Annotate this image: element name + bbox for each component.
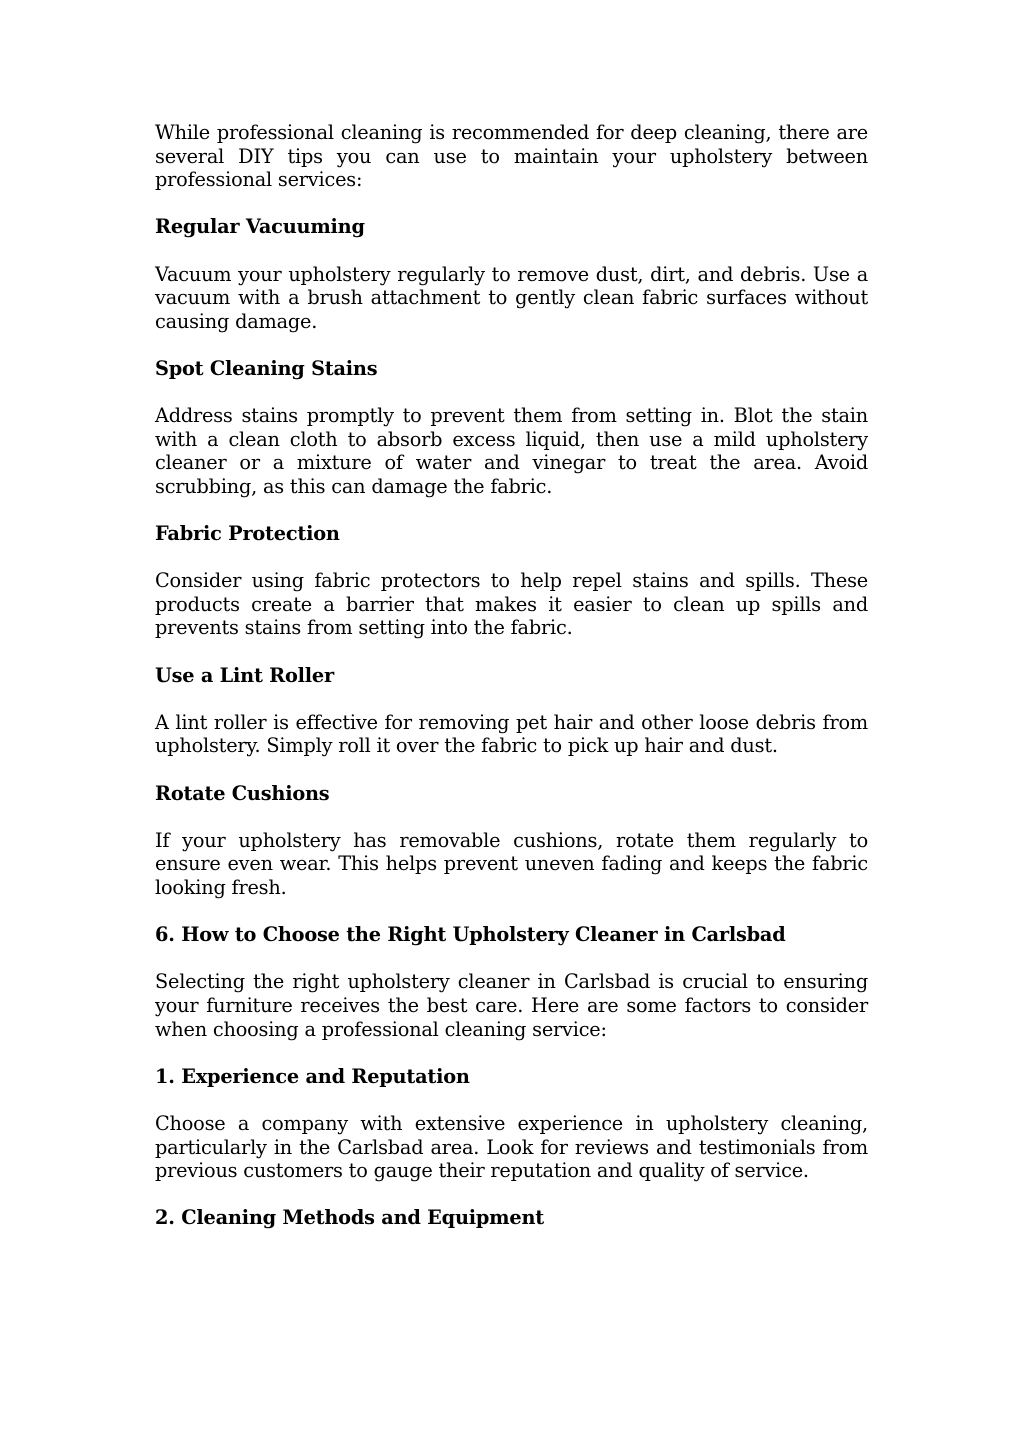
heading-experience-reputation: 1. Experience and Reputation (155, 1064, 470, 1088)
heading-rotate-cushions: Rotate Cushions (155, 781, 330, 805)
heading-spot-cleaning-stains: Spot Cleaning Stains (155, 356, 378, 380)
paragraph-experience-reputation: Choose a company with extensive experience in upholstery cleaning, particularly in the Carlsbad area. Look for reviews and testimonials from previous customers to gauge their reputation and quality of service. (155, 1111, 868, 1183)
paragraph-regular-vacuuming: Vacuum your upholstery regularly to remove dust, dirt, and debris. Use a vacuum with a brush attachment to gently clean fabric surfaces without causing damage. (155, 262, 868, 333)
paragraph-fabric-protection: Consider using fabric protectors to help repel stains and spills. These products create a barrier that makes it easier to clean up spills and prevents stains from setting into the fabric. (155, 569, 868, 640)
paragraph-section-6: Selecting the right upholstery cleaner in Carlsbad is crucial to ensuring your furniture receives the best care. Here are some factors to consider when choosing a professional cleaning service: (155, 970, 868, 1041)
paragraph-rotate-cushions: If your upholstery has removable cushions, rotate them regularly to ensure even wear. This helps prevent uneven fading and keeps the fabric looking fresh. (155, 828, 868, 899)
heading-fabric-protection: Fabric Protection (155, 522, 340, 546)
paragraph-spot-cleaning-stains: Address stains promptly to prevent them from setting in. Blot the stain with a clean cloth to absorb excess liquid, then use a mild upholstery cleaner or a mixture of water and vinegar to treat the area. Avoid scrubbing, as this can damage the fabric. (155, 404, 868, 498)
intro-paragraph: While professional cleaning is recommended for deep cleaning, there are several DIY tips you can use to maintain your upholstery between professional services: (155, 121, 868, 192)
heading-regular-vacuuming: Regular Vacuuming (155, 215, 365, 239)
heading-section-6: 6. How to Choose the Right Upholstery Cleaner in Carlsbad (155, 923, 786, 947)
heading-use-a-lint-roller: Use a Lint Roller (155, 663, 334, 687)
heading-cleaning-methods: 2. Cleaning Methods and Equipment (155, 1206, 544, 1230)
paragraph-use-a-lint-roller: A lint roller is effective for removing pet hair and other loose debris from upholstery. Simply roll it over the fabric to pick up hair and dust. (155, 710, 868, 758)
document-page (155, 121, 868, 1254)
